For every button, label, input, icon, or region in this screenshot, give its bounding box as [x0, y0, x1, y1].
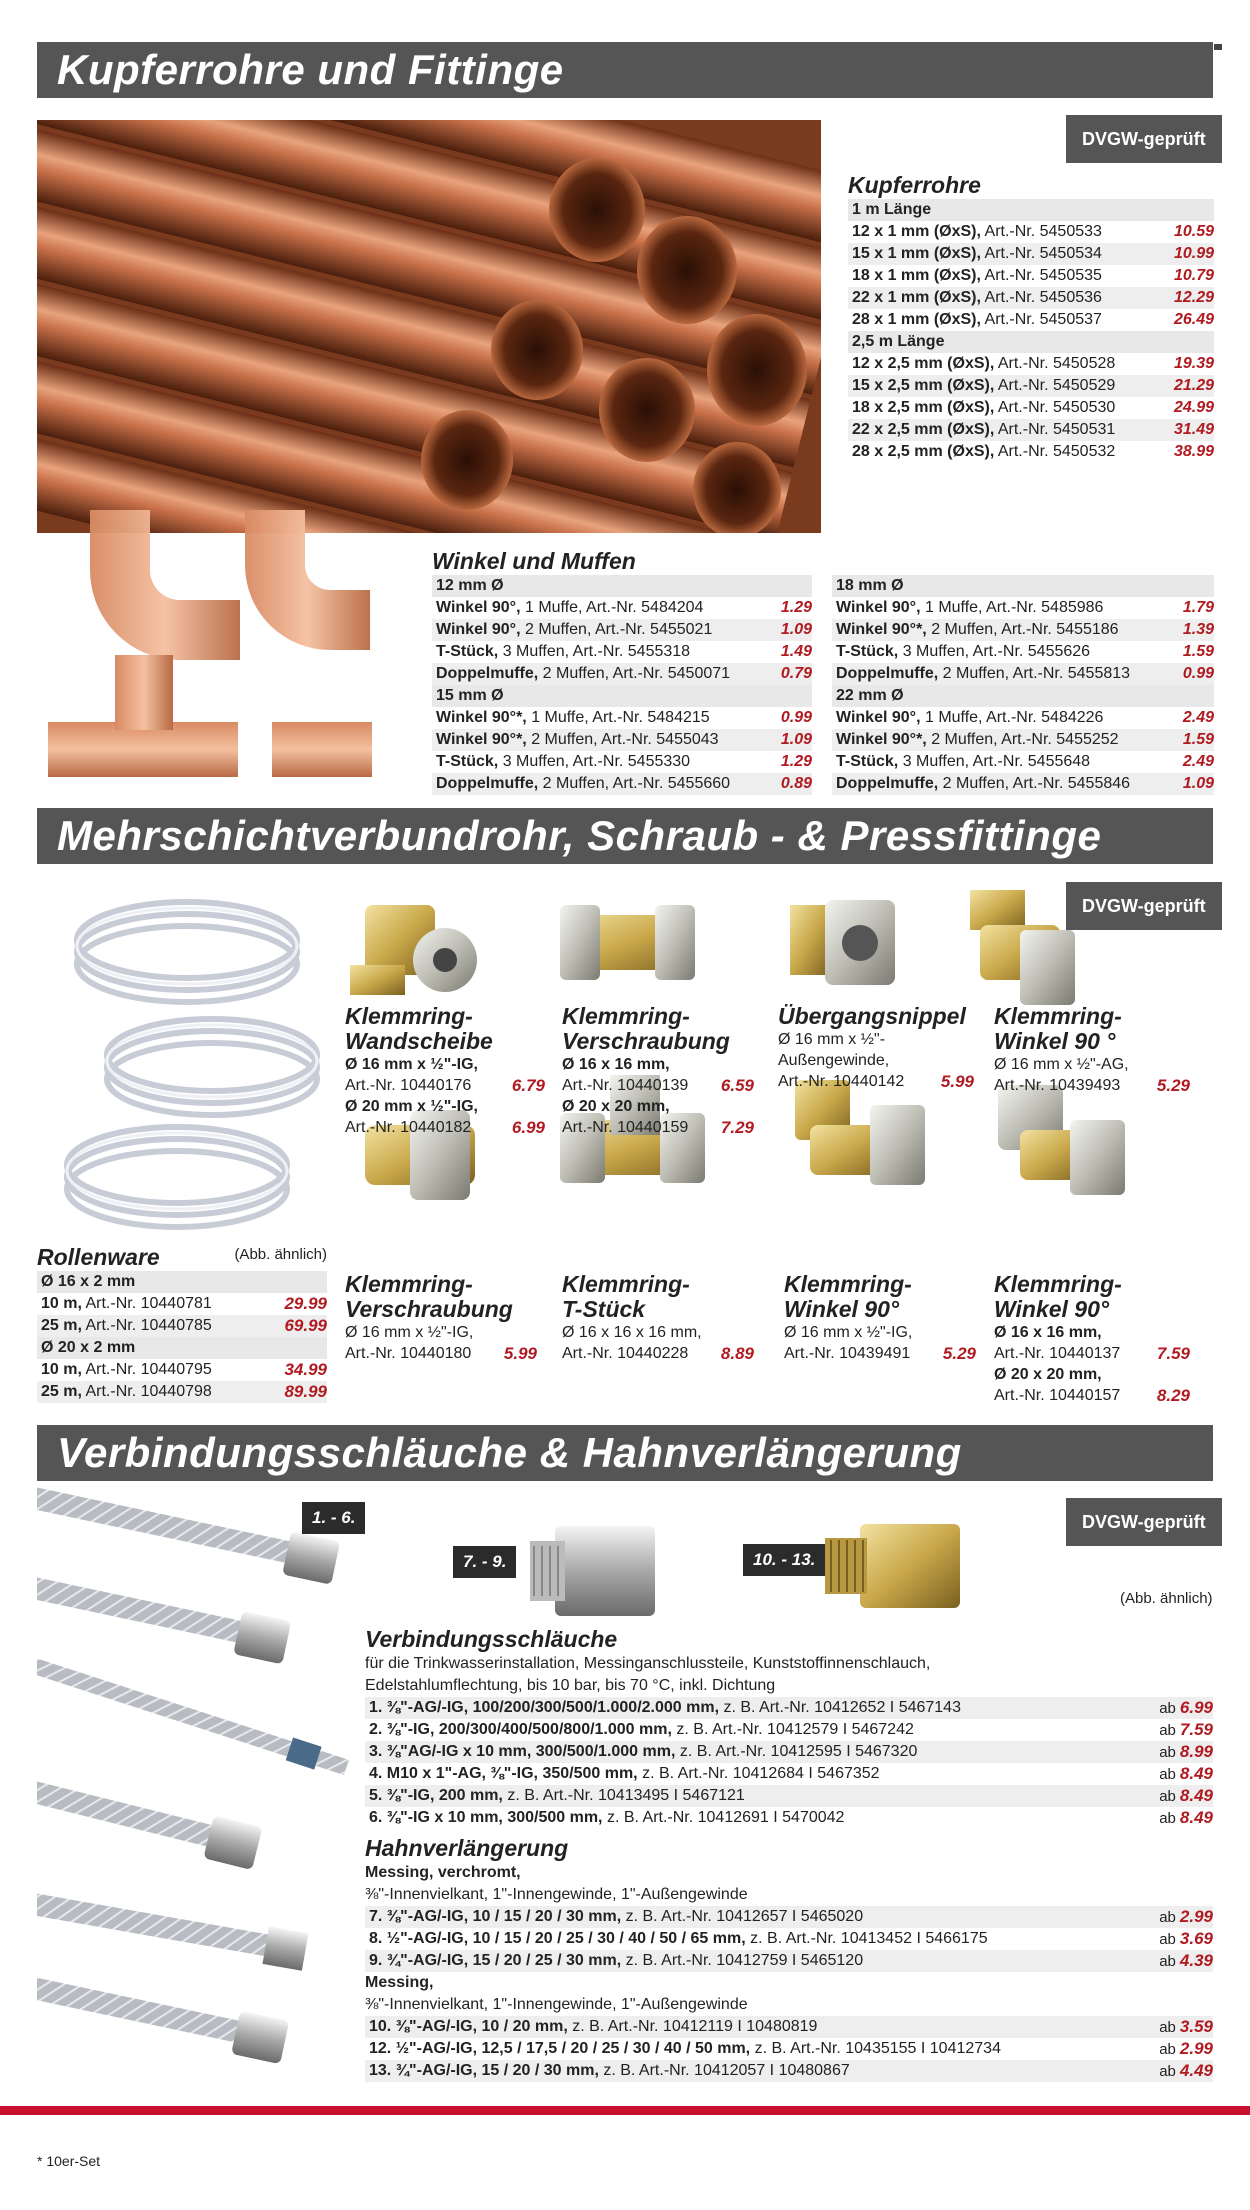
tag-1-6: 1. - 6.	[302, 1502, 365, 1534]
table-row: Winkel 90°, 1 Muffe, Art.-Nr. 5484226 2.49	[836, 709, 1214, 726]
table-row: 22 x 1 mm (ØxS), Art.-Nr. 5450536 12.29	[848, 287, 1214, 309]
price: 31.49	[1173, 421, 1214, 438]
table-row: Doppelmuffe, 2 Muffen, Art.-Nr. 5455813 0.99	[832, 663, 1214, 685]
kupferrohre-title: Kupferrohre	[848, 172, 981, 198]
table-row: 3. ⅜"AG/-IG x 10 mm, 300/500/1.000 mm, z. B. Art.-Nr. 10412595 I 5467320 ab 8.99	[365, 1741, 1213, 1763]
section-banner-verbindung: Verbindungsschläuche & Hahnverlängerung	[37, 1425, 1213, 1481]
product-winkel-ag: Klemmring- Winkel 90 ° Ø 16 mm x ½"-AG, Art.-Nr. 10439493 5.29	[994, 1003, 1190, 1095]
copper-pipes-photo	[37, 120, 821, 533]
table-row: 15 x 1 mm (ØxS), Art.-Nr. 5450534 10.99	[848, 243, 1214, 265]
product-wandscheibe: Klemmring- Wandscheibe Ø 16 mm x ½"-IG, Art.-Nr. 10440176 6.79 Ø 20 mm x ½"-IG, Art.-Nr. 10440182 6.99	[345, 1003, 545, 1137]
table-row: Winkel 90°*, 2 Muffen, Art.-Nr. 5455252 1.59	[832, 729, 1214, 751]
table-row: Winkel 90°, 2 Muffen, Art.-Nr. 5455021 1.09	[432, 619, 812, 641]
copper-fittings-photo	[40, 500, 380, 790]
product-uebergangsnippel: Übergangsnippel Ø 16 mm x ½"- Außengewinde, Art.-Nr. 10440142 5.99	[778, 1003, 974, 1091]
product-verschraubung: Klemmring- Verschraubung Ø 16 x 16 mm, Art.-Nr. 10440139 6.59 Ø 20 x 20 mm, Art.-Nr. 10440159 7.29	[562, 1003, 754, 1137]
group-head: 12 mm Ø	[432, 575, 812, 597]
table-row: Doppelmuffe, 2 Muffen, Art.-Nr. 5455846 1.09	[832, 773, 1214, 795]
price: 10.59	[1173, 223, 1214, 240]
tag-7-9: 7. - 9.	[453, 1546, 516, 1578]
footnote: * 10er-Set	[37, 2153, 101, 2169]
dvgw-badge-1: DVGW-geprüft	[1066, 115, 1222, 163]
abb-note-3: (Abb. ähnlich)	[1120, 1590, 1213, 1607]
table-row: T-Stück, 3 Muffen, Art.-Nr. 5455330 1.29	[436, 753, 812, 770]
group-head: 22 mm Ø	[832, 685, 1214, 707]
section-banner-kupfer: Kupferrohre und Fittinge	[37, 42, 1213, 98]
pipe-rolls-photo	[37, 880, 337, 1240]
group-head: Ø 16 x 2 mm	[37, 1271, 327, 1293]
brass-extension-image	[825, 1516, 965, 1616]
table-row: 10 m, Art.-Nr. 10440795 34.99	[41, 1360, 327, 1379]
footer-red-line	[0, 2106, 1250, 2115]
verbindungsschlaeuche-block: Verbindungsschläuche für die Trinkwasserinstallation, Messinganschlussteile, Kunststoffinnenschlauch, Edelstahlumflechtung, bis 10 bar, bis 70 °C, inkl. Dichtung 1. ⅜"-AG/-IG, 100/200/300/500/1.000/2.000 mm, z. B. Art.-Nr. 10412652 I 5467143 ab 6.99 2. ⅜"-IG, 200/300/400/500/800/1.000 mm, z. B. Art.-Nr. 10412579 I 5467242 ab 7.59 3. ⅜"AG/-IG x 10 mm, 300/500/1.000 mm, z. B. Art.-Nr. 10412595 I 5467320 ab 8.99 4. M10 x 1"-AG, ⅜"-IG, 350/500 mm, z. B. Art.-Nr. 10412684 I 5467352 ab 8.49 5. ⅜"-IG, 200 mm, z. B. Art.-Nr. 10413495 I 5467121 ab 8.49 6. ⅜"-IG x 10 mm, 300/500 mm, z. B. Art.-Nr. 10412691 I 5470042 ab 8.49 Hahnverlängerung Messing, verchromt, ⅜"-Innenvielkant, 1"-Innengewinde, 1"-Außengewinde 7. ⅜"-AG/-IG, 10 / 15 / 20 / 30 mm, z. B. Art.-Nr. 10412657 I 5465020 ab 2.99 8. ½"-AG/-IG, 10 / 15 / 20 / 25 / 30 / 40 / 50 / 65 mm, z. B. Art.-Nr. 10413452 I 5466175 ab 3.69 9. ¾"-AG/-IG, 15 / 20 / 25 / 30 mm, z. B. Art.-Nr. 10412759 I 5465120 ab 4.39 Messing, ⅜"-Innenvielkant, 1"-Innengewinde, 1"-Außengewinde 10. ⅜"-AG/-IG, 10 / 20 mm, z. B. Art.-Nr. 10412119 I 10480819 ab 3.59 12. ½"-AG/-IG, 12,5 / 17,5 / 20 / 25 / 30 / 40 / 50 mm, z. B. Art.-Nr. 10435155 I 10412734 ab 2.99 13. ¾"-AG/-IG, 15 / 20 / 30 mm, z. B. Art.-Nr. 10412057 I 10480867 ab 4.49	[365, 1626, 1213, 2080]
copper-pipes-image	[37, 120, 821, 533]
price: 24.99	[1173, 399, 1214, 416]
price: 38.99	[1173, 443, 1214, 460]
table-row: Winkel 90°*, 2 Muffen, Art.-Nr. 5455186 1.39	[832, 619, 1214, 641]
table-row: Winkel 90°, 1 Muffe, Art.-Nr. 5485986 1.79	[836, 599, 1214, 616]
price: 26.49	[1173, 311, 1214, 328]
rollenware-title: Rollenware	[37, 1244, 160, 1270]
rollenware-table	[37, 1244, 327, 1403]
table-row: Winkel 90°*, 1 Muffe, Art.-Nr. 5484215 0.99	[436, 709, 812, 726]
wandscheibe-image	[350, 905, 477, 995]
table-row: T-Stück, 3 Muffen, Art.-Nr. 5455626 1.59	[836, 643, 1214, 660]
winkel-right-col	[832, 575, 1214, 795]
table-row: 15 x 2,5 mm (ØxS), Art.-Nr. 5450529 21.29	[848, 375, 1214, 397]
table-row: 12. ½"-AG/-IG, 12,5 / 17,5 / 20 / 25 / 30 / 40 / 50 mm, z. B. Art.-Nr. 10435155 I 10412734 ab 2.99	[369, 2039, 1213, 2058]
winkel-title: Winkel und Muffen	[432, 548, 636, 574]
kupferrohre-group-2-5m	[848, 331, 1214, 463]
table-row: 10. ⅜"-AG/-IG, 10 / 20 mm, z. B. Art.-Nr. 10412119 I 10480819 ab 3.59	[365, 2016, 1213, 2038]
table-row: 25 m, Art.-Nr. 10440798 89.99	[37, 1381, 327, 1403]
uebergangsnippel-image	[790, 900, 895, 985]
copper-fittings-image	[40, 500, 380, 790]
table-row: 8. ½"-AG/-IG, 10 / 15 / 20 / 25 / 30 / 40 / 50 / 65 mm, z. B. Art.-Nr. 10413452 I 5466175 ab 3.69	[369, 1929, 1213, 1948]
winkel-left-col	[432, 575, 812, 795]
dvgw-badge-3: DVGW-geprüft	[1066, 1498, 1222, 1546]
schlaeuche-title: Verbindungsschläuche	[365, 1626, 618, 1652]
table-row: 18 x 2,5 mm (ØxS), Art.-Nr. 5450530 24.99	[848, 397, 1214, 419]
group-head: 15 mm Ø	[432, 685, 812, 707]
corner-mark	[1214, 44, 1222, 50]
table-row: T-Stück, 3 Muffen, Art.-Nr. 5455648 2.49	[836, 753, 1214, 770]
group-head: Ø 20 x 2 mm	[37, 1337, 327, 1359]
winkel-ig-image	[795, 1080, 925, 1185]
winkel-16-image	[998, 1085, 1125, 1195]
table-row: 28 x 1 mm (ØxS), Art.-Nr. 5450537 26.49	[848, 309, 1214, 331]
kupferrohre-table	[848, 172, 1214, 463]
table-row: 2. ⅜"-IG, 200/300/400/500/800/1.000 mm, z. B. Art.-Nr. 10412579 I 5467242 ab 7.59	[369, 1720, 1213, 1739]
winkel-muffen-block	[432, 548, 1214, 795]
product-winkel-ig: Klemmring- Winkel 90° Ø 16 mm x ½"-IG, Art.-Nr. 10439491 5.29	[784, 1271, 976, 1363]
section-banner-mehrschicht: Mehrschichtverbundrohr, Schraub - & Pressfittinge	[37, 808, 1213, 864]
hoses-image	[37, 1482, 357, 2072]
abb-note: (Abb. ähnlich)	[234, 1246, 327, 1263]
winkel-ag-image	[970, 890, 1075, 1005]
table-row: 5. ⅜"-IG, 200 mm, z. B. Art.-Nr. 10413495 I 5467121 ab 8.49	[365, 1785, 1213, 1807]
verschraubung-image	[560, 905, 695, 980]
group-head: 2,5 m Länge	[848, 331, 1214, 353]
table-row: 13. ¾"-AG/-IG, 15 / 20 / 30 mm, z. B. Art.-Nr. 10412057 I 10480867 ab 4.49	[365, 2060, 1213, 2082]
table-row: 25 m, Art.-Nr. 10440785 69.99	[37, 1315, 327, 1337]
chrome-extension-image	[530, 1516, 670, 1626]
table-row: 9. ¾"-AG/-IG, 15 / 20 / 25 / 30 mm, z. B. Art.-Nr. 10412759 I 5465120 ab 4.39	[365, 1950, 1213, 1972]
table-row: 1. ⅜"-AG/-IG, 100/200/300/500/1.000/2.000 mm, z. B. Art.-Nr. 10412652 I 5467143 ab 6.99	[365, 1697, 1213, 1719]
table-row: 10 m, Art.-Nr. 10440781 29.99	[41, 1294, 327, 1313]
table-row: T-Stück, 3 Muffen, Art.-Nr. 5455318 1.49	[436, 643, 812, 660]
table-row: Winkel 90°*, 2 Muffen, Art.-Nr. 5455043 1.09	[432, 729, 812, 751]
price: 21.29	[1173, 377, 1214, 394]
table-row: 12 x 2,5 mm (ØxS), Art.-Nr. 5450528 19.39	[848, 353, 1214, 375]
price: 19.39	[1173, 355, 1214, 372]
table-row: 4. M10 x 1"-AG, ⅜"-IG, 350/500 mm, z. B. Art.-Nr. 10412684 I 5467352 ab 8.49	[369, 1764, 1213, 1783]
price: 12.29	[1173, 289, 1214, 306]
kupferrohre-group-1m	[848, 199, 1214, 331]
table-row: 18 x 1 mm (ØxS), Art.-Nr. 5450535 10.79	[848, 265, 1214, 287]
group-head: 1 m Länge	[848, 199, 1214, 221]
table-row: 28 x 2,5 mm (ØxS), Art.-Nr. 5450532 38.99	[848, 441, 1214, 463]
table-row: Winkel 90°, 1 Muffe, Art.-Nr. 5484204 1.29	[436, 599, 812, 616]
dvgw-badge-2: DVGW-geprüft	[1066, 882, 1222, 930]
price: 10.99	[1173, 245, 1214, 262]
table-row: 22 x 2,5 mm (ØxS), Art.-Nr. 5450531 31.49	[848, 419, 1214, 441]
table-row: 12 x 1 mm (ØxS), Art.-Nr. 5450533 10.59	[848, 221, 1214, 243]
table-row: 6. ⅜"-IG x 10 mm, 300/500 mm, z. B. Art.-Nr. 10412691 I 5470042 ab 8.49	[369, 1808, 1213, 1827]
table-row: Doppelmuffe, 2 Muffen, Art.-Nr. 5455660 0.89	[432, 773, 812, 795]
table-row: 7. ⅜"-AG/-IG, 10 / 15 / 20 / 30 mm, z. B. Art.-Nr. 10412657 I 5465020 ab 2.99	[365, 1906, 1213, 1928]
table-row: Doppelmuffe, 2 Muffen, Art.-Nr. 5450071 0.79	[432, 663, 812, 685]
product-t-stueck: Klemmring- T-Stück Ø 16 x 16 x 16 mm, Art.-Nr. 10440228 8.89	[562, 1271, 754, 1363]
price: 10.79	[1173, 267, 1214, 284]
group-head: 18 mm Ø	[832, 575, 1214, 597]
product-verschraubung-ig: Klemmring- Verschraubung Ø 16 mm x ½"-IG, Art.-Nr. 10440180 5.99	[345, 1271, 537, 1363]
hahn-title: Hahnverlängerung	[365, 1835, 569, 1861]
tag-10-13: 10. - 13.	[743, 1544, 825, 1576]
pipe-rolls-image	[37, 880, 337, 1240]
product-winkel-16: Klemmring- Winkel 90° Ø 16 x 16 mm, Art.-Nr. 10440137 7.59 Ø 20 x 20 mm, Art.-Nr. 10440157 8.29	[994, 1271, 1190, 1405]
